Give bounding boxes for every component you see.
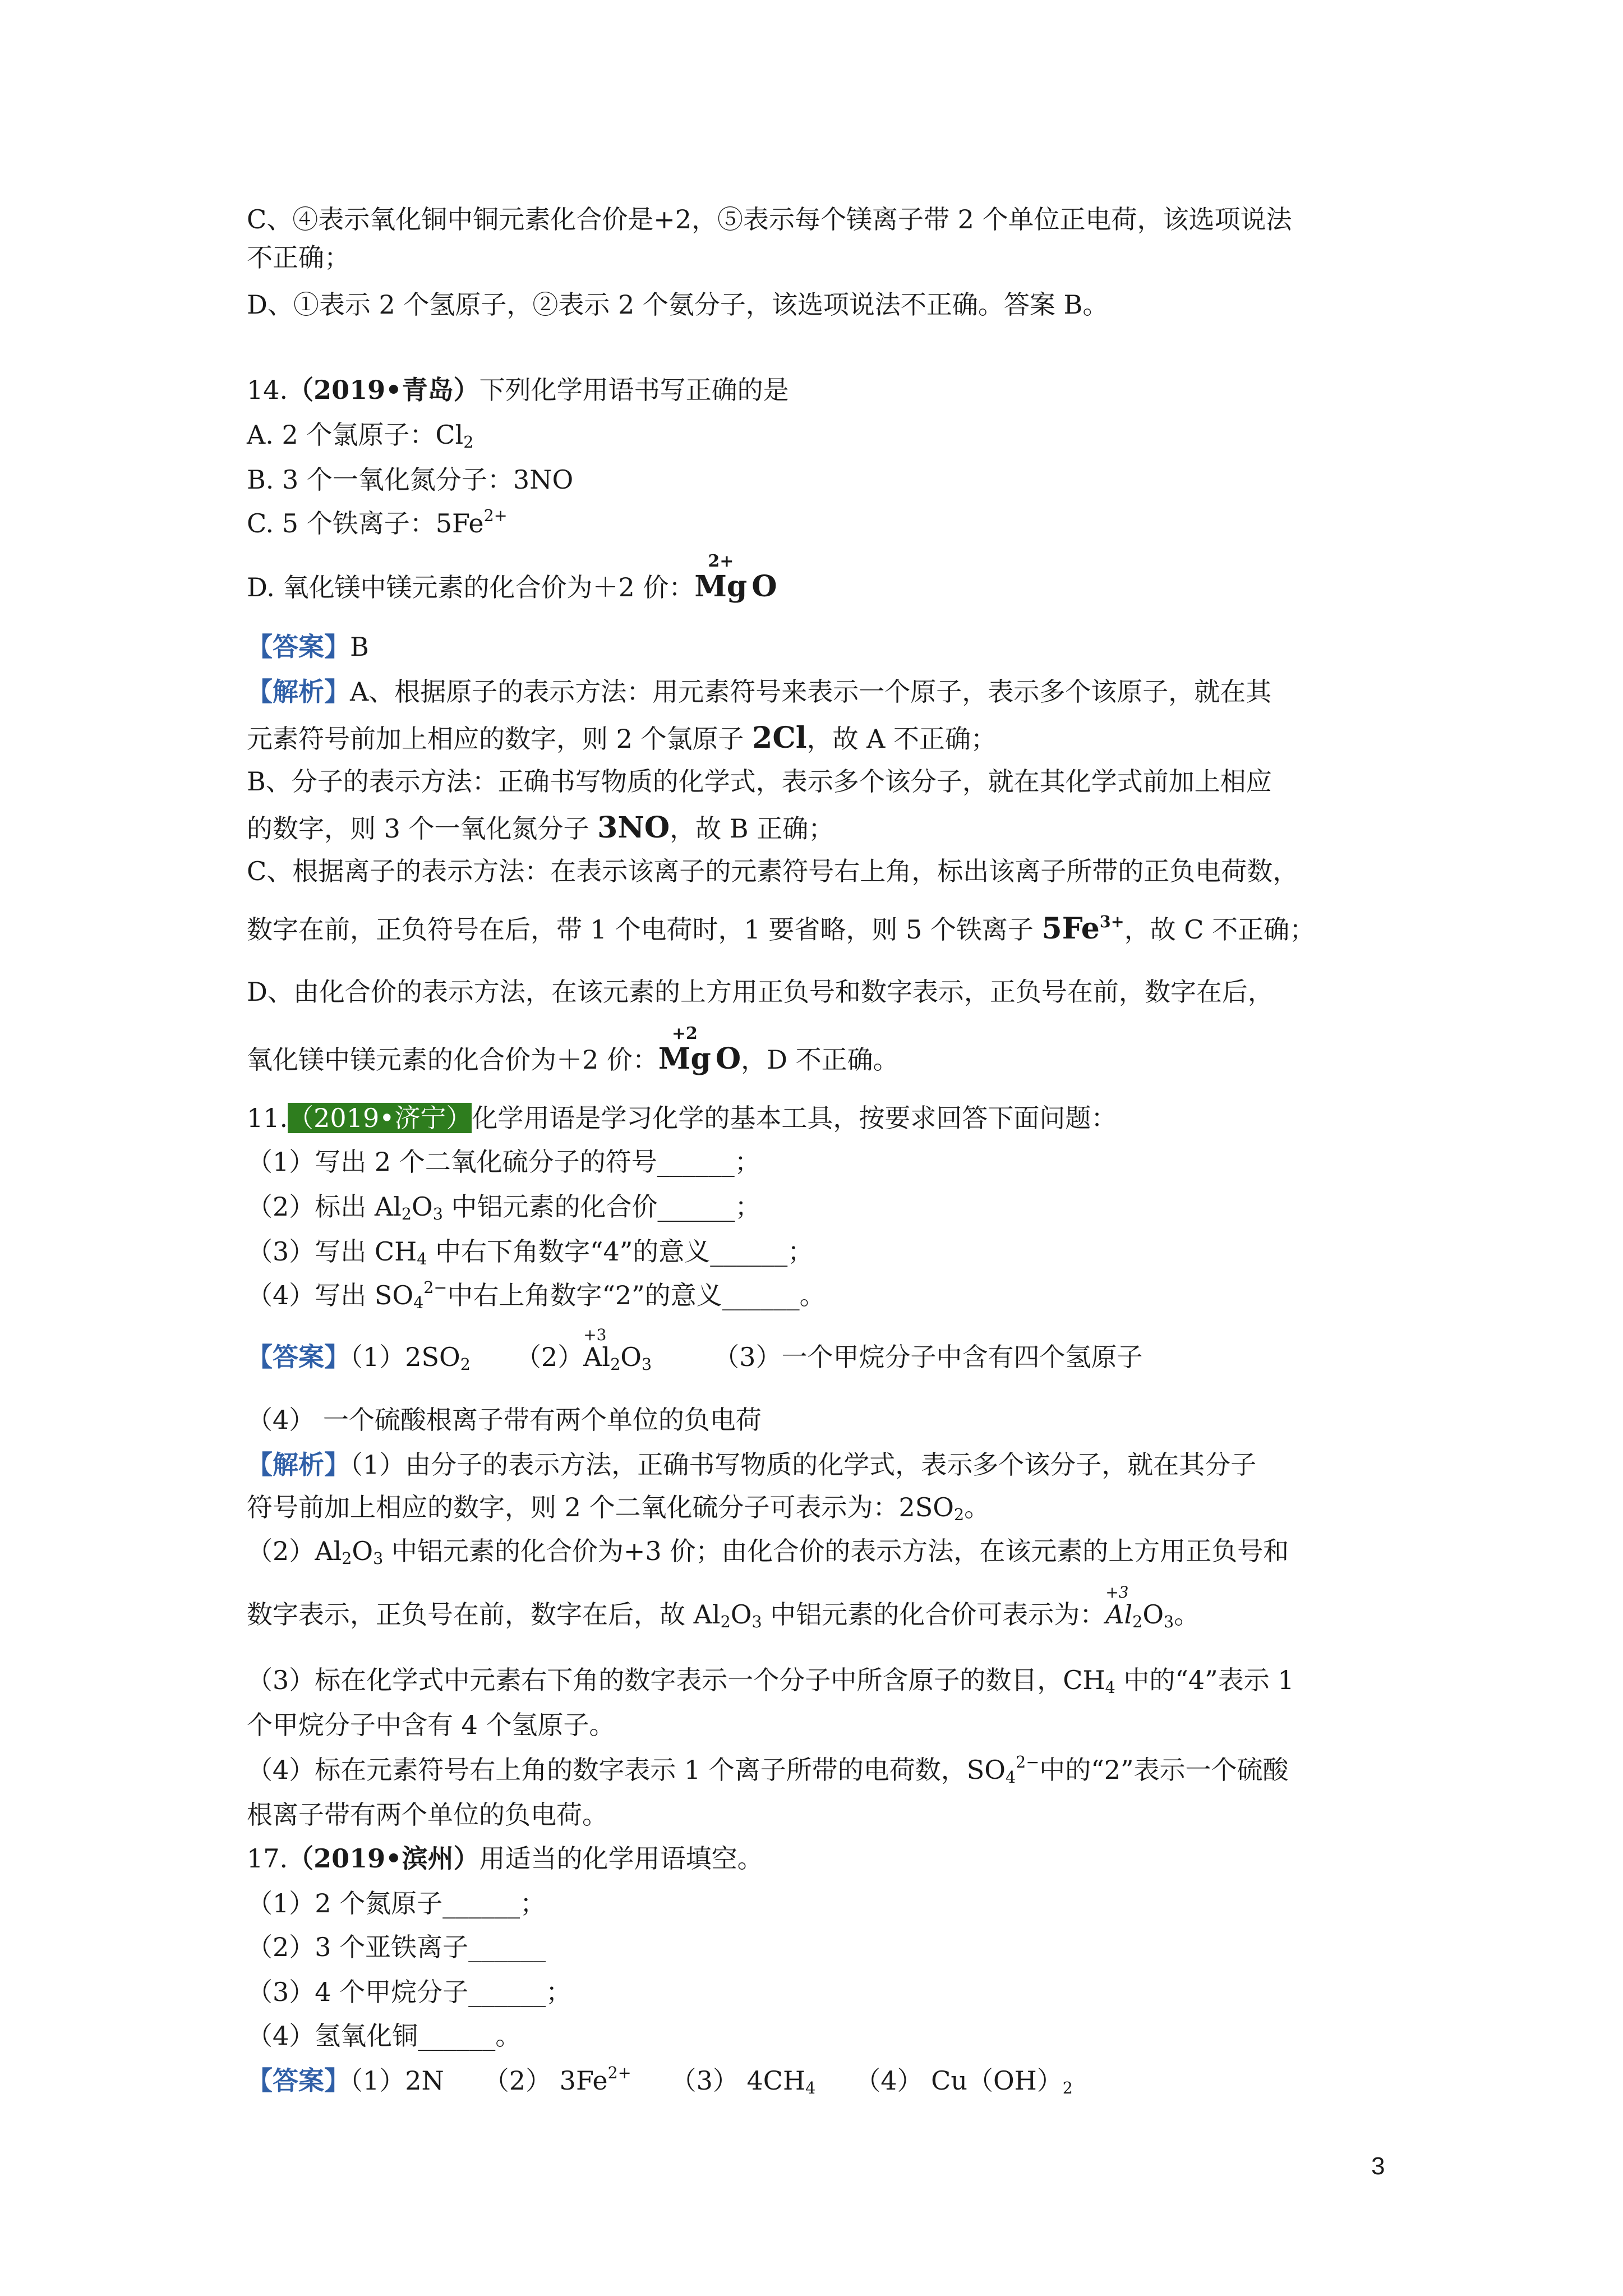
q14-option-b: B. 3 个一氧化氮分子：3NO <box>247 464 574 495</box>
q14-option-a-sub: 2 <box>463 433 474 452</box>
q11-analysis-2b-sub2: 3 <box>751 1613 762 1632</box>
q14-analysis-a1-text: A、根据原子的表示方法：用元素符号来表示一个原子，表示多个该原子，就在其 <box>350 677 1272 707</box>
q11-analysis-3a-pre: （3）标在化学式中元素右下角的数字表示一个分子中所含原子的数目，CH <box>247 1665 1105 1695</box>
q11-analysis-2a-sub1: 2 <box>342 1549 352 1568</box>
q11-analysis-2a-sub2: 3 <box>373 1549 384 1568</box>
q11-answer-2-o: O <box>620 1342 642 1372</box>
q11-analysis-4a <box>247 1753 1289 1787</box>
q11-answer-2-al: Al <box>583 1342 611 1372</box>
q14-analysis-c2-post: ，故 C 不正确； <box>1124 914 1316 945</box>
q11-part2-pre: （2）标出 Al <box>247 1191 402 1222</box>
q14-analysis-a2-sym: 2Cl <box>752 721 807 755</box>
q11-analysis-2b-formula <box>1105 1583 1133 1630</box>
q14-option-d-mg: Mg <box>694 569 748 604</box>
q17-answer-1: （1）2N <box>350 2065 444 2096</box>
prev-option-c-line2: 不正确； <box>247 242 350 273</box>
q17-number: 17. <box>247 1843 288 1874</box>
q11-analysis-2b <box>247 1583 1200 1632</box>
q14-analysis-c2 <box>247 914 1315 944</box>
q14-analysis-d2-mg: Mg <box>658 1042 711 1076</box>
q14-option-a-text: A. 2 个氯原子：Cl <box>247 420 464 450</box>
q14-analysis-b2-sym: 3NO <box>597 811 670 845</box>
q11-part4 <box>247 1278 826 1313</box>
q11-analysis-1b <box>247 1492 990 1525</box>
q17-answer-4: （4） Cu（OH） <box>855 2065 1063 2096</box>
q14-analysis-c2-pre: 数字在前，正负符号在后，带 1 个电荷时，1 要省略，则 5 个铁离子 <box>247 914 1042 945</box>
q17-part4: （4）氢氧化铜______。 <box>247 2021 522 2051</box>
q11-analysis-2b-pre: 数字表示，正负号在前，数字在后，故 Al <box>247 1599 721 1630</box>
q11-part4-sub: 4 <box>413 1294 424 1313</box>
q11-part2 <box>247 1191 761 1224</box>
q11-analysis-2b-o: O <box>730 1599 752 1630</box>
q11-analysis-4a-sub: 4 <box>1006 1768 1016 1787</box>
q17-part2: （2）3 个亚铁离子______ <box>247 1932 546 1962</box>
prev-option-c-line1: C、④表示氧化铜中铜元素化合价是+2，⑤表示每个镁离子带 2 个单位正电荷，该选项说法 <box>247 204 1292 234</box>
q11-part3 <box>247 1236 814 1269</box>
q11-part3-pre: （3）写出 CH <box>247 1236 417 1267</box>
q11-analysis-3b: 个甲烷分子中含有 4 个氢原子。 <box>247 1710 615 1740</box>
q17-heading <box>247 1843 763 1874</box>
q14-stem: 下列化学用语书写正确的是 <box>479 375 789 405</box>
q14-source: （2019•青岛） <box>288 375 479 405</box>
q14-option-d-text: D. 氧化镁中镁元素的化合价为＋2 价： <box>247 572 695 602</box>
q14-analysis-d2 <box>247 1024 899 1076</box>
q14-analysis-b2-post: ，故 B 正确； <box>670 813 834 844</box>
q11-number: 11. <box>247 1103 288 1133</box>
q14-option-d-o: O <box>751 569 777 604</box>
q11-analysis-1b-post: 。 <box>964 1492 990 1522</box>
q11-analysis-4b: 根离子带有两个单位的负电荷。 <box>247 1800 608 1830</box>
q11-part2-sub1: 2 <box>401 1205 412 1224</box>
q14-analysis-d2-o: O <box>715 1042 741 1076</box>
q14-heading <box>247 377 789 403</box>
q11-part4-sup: 2− <box>423 1278 448 1297</box>
q17-part3: （3）4 个甲烷分子______； <box>247 1977 572 2007</box>
q11-part2-sub2: 3 <box>432 1205 443 1224</box>
q11-analysis-3a <box>247 1665 1294 1697</box>
q14-option-c-text: C. 5 个铁离子：5Fe <box>247 508 484 539</box>
q14-analysis-b1: B、分子的表示方法：正确书写物质的化学式，表示多个该分子，就在其化学式前加上相应 <box>247 766 1272 797</box>
q14-option-d <box>247 551 777 604</box>
q14-answer <box>247 634 369 660</box>
q11-part3-post: 中右下角数字“4”的意义______； <box>427 1236 814 1267</box>
q14-option-d-formula <box>694 551 748 604</box>
q17-answer <box>247 2064 1073 2098</box>
q11-source-highlight: （2019•济宁） <box>288 1103 472 1133</box>
q11-analysis-2b-sub4: 3 <box>1164 1613 1174 1632</box>
q11-analysis-label: 【解析】 <box>247 1450 350 1480</box>
q17-answer-2: （2） 3Fe <box>483 2065 608 2096</box>
q11-analysis-2b-sub3: 2 <box>1132 1613 1143 1632</box>
q11-analysis-2b-charge: +3 <box>1105 1583 1129 1602</box>
q14-analysis-a2-pre: 元素符号前加上相应的数字，则 2 个氯原子 <box>247 724 753 754</box>
q11-answer-line2: （4） 一个硫酸根离子带有两个单位的负电荷 <box>247 1405 762 1435</box>
q14-option-c-sup: 2+ <box>483 507 508 526</box>
page-number: 3 <box>1371 2152 1385 2180</box>
q14-answer-label: 【答案】 <box>247 632 350 662</box>
q11-answer-2-formula <box>583 1326 611 1372</box>
q14-analysis-b2 <box>247 813 834 843</box>
q11-analysis-3a-post: 中的“4”表示 1 <box>1115 1665 1294 1695</box>
q11-analysis-1b-pre: 符号前加上相应的数字，则 2 个二氧化硫分子可表示为：2SO <box>247 1492 955 1522</box>
q11-analysis-1a <box>247 1452 1256 1478</box>
q14-option-d-charge: 2+ <box>708 551 734 571</box>
q11-part4-post: 中右上角数字“2”的意义______。 <box>447 1280 826 1310</box>
q17-answer-3: （3） 4CH <box>670 2065 806 2096</box>
q11-analysis-2b-post: 。 <box>1174 1599 1200 1630</box>
q11-answer-line1 <box>247 1326 1143 1374</box>
q14-analysis-d2-formula <box>658 1024 711 1076</box>
q14-analysis-c2-sup: 3+ <box>1099 912 1124 932</box>
q11-analysis-2b-al: Al <box>1105 1599 1133 1630</box>
q14-analysis-a2-post: ，故 A 不正确； <box>806 724 997 754</box>
q11-analysis-4a-pre: （4）标在元素符号右上角的数字表示 1 个离子所带的电荷数，SO <box>247 1755 1006 1785</box>
q11-analysis-2a-o: O <box>352 1536 374 1566</box>
q11-answer-1: （1）2SO <box>350 1342 460 1372</box>
q11-part2-post: 中铝元素的化合价______； <box>442 1191 761 1222</box>
q11-analysis-4a-post: 中的“2”表示一个硫酸 <box>1039 1755 1289 1785</box>
q11-answer-2-sub1: 2 <box>610 1355 621 1374</box>
q17-source: （2019•滨州） <box>288 1843 479 1874</box>
q11-part4-pre: （4）写出 SO <box>247 1280 414 1310</box>
prev-option-d: D、①表示 2 个氢原子，②表示 2 个氨分子，该选项说法不正确。答案 B。 <box>247 289 1109 320</box>
q11-stem: 化学用语是学习化学的基本工具，按要求回答下面问题： <box>472 1103 1117 1133</box>
q11-analysis-2b-mid: 中铝元素的化合价可表示为： <box>762 1599 1106 1630</box>
q14-analysis-d2-charge: +2 <box>671 1024 698 1043</box>
q11-analysis-2b-sub1: 2 <box>720 1613 731 1632</box>
q11-analysis-2a-post: 中铝元素的化合价为+3 价；由化合价的表示方法，在该元素的上方用正负号和 <box>383 1536 1289 1566</box>
q17-answer-3-sub: 4 <box>805 2079 816 2098</box>
q11-heading <box>247 1105 1117 1131</box>
q11-analysis-1b-sub: 2 <box>954 1506 965 1525</box>
q14-analysis-a1 <box>247 679 1271 705</box>
q11-answer-3: （3）一个甲烷分子中含有四个氢原子 <box>713 1342 1143 1372</box>
q11-analysis-2a-pre: （2）Al <box>247 1536 342 1566</box>
q11-part1: （1）写出 2 个二氧化硫分子的符号______； <box>247 1147 760 1177</box>
q11-answer-2-charge: +3 <box>583 1326 607 1344</box>
q11-answer-2-pre: （2） <box>515 1342 584 1372</box>
q17-answer-label: 【答案】 <box>247 2065 350 2096</box>
q11-analysis-1a-text: （1）由分子的表示方法，正确书写物质的化学式，表示多个该分子，就在其分子 <box>350 1450 1257 1480</box>
q11-answer-label: 【答案】 <box>247 1342 350 1372</box>
q11-part3-sub: 4 <box>417 1250 427 1269</box>
q17-stem: 用适当的化学用语填空。 <box>479 1843 763 1874</box>
q11-analysis-2a <box>247 1536 1289 1568</box>
q14-analysis-a2 <box>247 721 997 755</box>
q14-analysis-d2-pre: 氧化镁中镁元素的化合价为＋2 价： <box>247 1045 658 1075</box>
q17-answer-2-sup: 2+ <box>607 2064 631 2083</box>
q14-analysis-d2-post: ，D 不正确。 <box>741 1045 899 1075</box>
q17-part1: （1）2 个氮原子______； <box>247 1888 546 1918</box>
q11-analysis-2b-o2: O <box>1142 1599 1164 1630</box>
q14-answer-value: B <box>350 632 369 662</box>
q17-answer-4-sub: 2 <box>1062 2079 1073 2098</box>
q14-analysis-d1: D、由化合价的表示方法，在该元素的上方用正负号和数字表示，正负号在前，数字在后， <box>247 977 1274 1007</box>
q14-number: 14. <box>247 375 288 405</box>
q14-analysis-c2-sym: 5Fe <box>1041 912 1100 946</box>
q14-analysis-label: 【解析】 <box>247 677 350 707</box>
q14-option-a <box>247 420 474 452</box>
q11-answer-2-sub2: 3 <box>642 1355 652 1374</box>
q14-analysis-b2-pre: 的数字，则 3 个一氧化氮分子 <box>247 813 598 844</box>
q11-analysis-3a-sub: 4 <box>1105 1678 1115 1697</box>
q14-analysis-c1: C、根据离子的表示方法：在表示该离子的元素符号右上角，标出该离子所带的正负电荷数， <box>247 856 1299 886</box>
q11-analysis-4a-sup: 2− <box>1016 1753 1040 1772</box>
q11-answer-1-sub: 2 <box>460 1355 471 1374</box>
q14-option-c <box>247 507 508 539</box>
q11-part2-o: O <box>411 1191 433 1222</box>
